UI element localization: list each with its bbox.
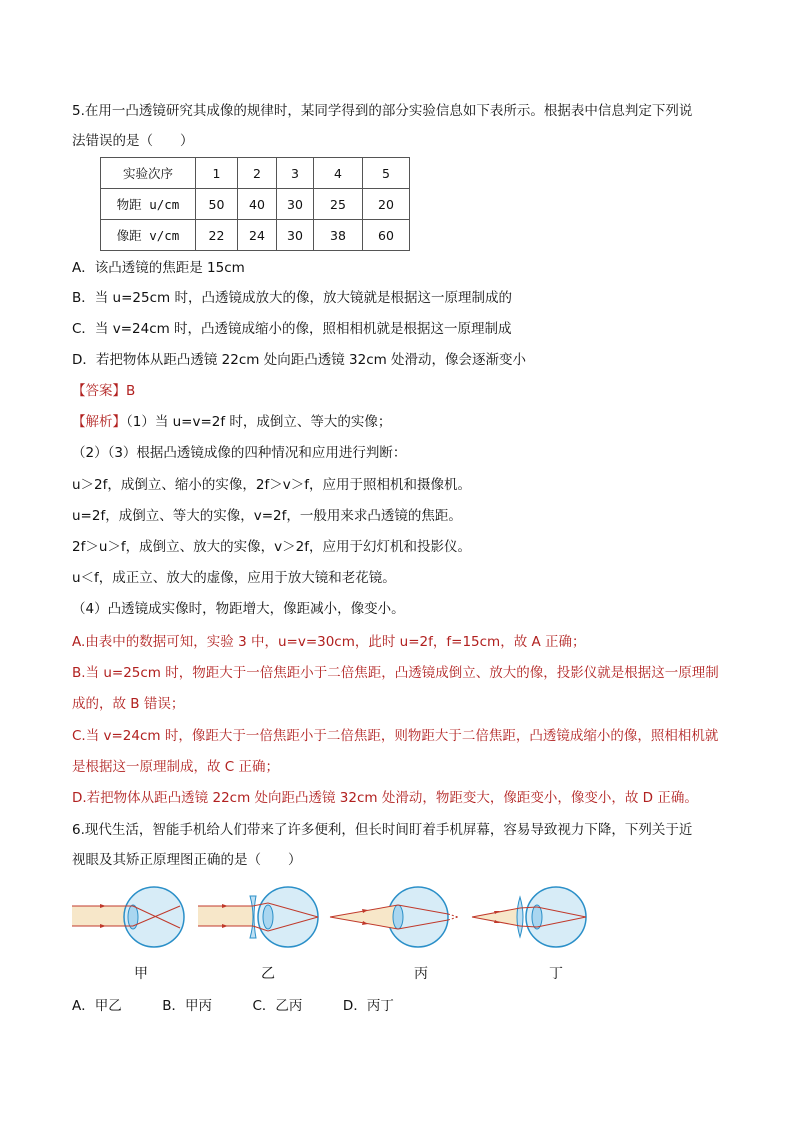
table-cell: 5 <box>363 158 410 189</box>
table-cell: 2 <box>238 158 277 189</box>
analysis-text: （1）当 u=v=2f 时，成倒立、等大的实像； <box>126 414 392 430</box>
diagram-label-bing: 丙 <box>414 966 428 982</box>
table-row <box>101 220 410 251</box>
table-cell: 40 <box>238 189 277 220</box>
q5-analysis-line <box>72 412 391 432</box>
table-cell: 50 <box>196 189 238 220</box>
table-cell: 25 <box>314 189 363 220</box>
q5-answer: 【答案】B <box>72 383 136 399</box>
q5-analysis-line: （2）（3）根据凸透镜成像的四种情况和应用进行判断： <box>72 445 407 461</box>
q5-analysis-line: （4）凸透镜成实像时，物距增大，像距减小，像变小。 <box>72 601 405 617</box>
q5-analysis-line: u＞2f，成倒立、缩小的实像，2f＞v＞f，应用于照相机和摄像机。 <box>72 477 471 493</box>
table-cell: 22 <box>196 220 238 251</box>
diagram-label-yi: 乙 <box>261 966 275 982</box>
table-cell: 4 <box>314 158 363 189</box>
q5-option-a: A．该凸透镜的焦距是 15cm <box>72 260 245 276</box>
table-cell: 3 <box>277 158 314 189</box>
q6-stem-line2: 视眼及其矫正原理图正确的是（ ） <box>72 852 302 868</box>
diagram-label-jia: 甲 <box>134 966 148 982</box>
eye-diagram-jia <box>70 884 190 954</box>
table-cell: 20 <box>363 189 410 220</box>
q5-option-b: B．当 u=25cm 时，凸透镜成放大的像，放大镜就是根据这一原理制成的 <box>72 290 512 306</box>
analysis-tag: 【解析】 <box>72 414 126 430</box>
eye-diagram-yi <box>196 884 326 954</box>
q5-explain-line: B.当 u=25cm 时，物距大于一倍焦距小于二倍焦距，凸透镜成倒立、放大的像，投影仪就是根据这一原理制 <box>72 665 719 681</box>
table-row <box>101 158 410 189</box>
diagram-label-ding: 丁 <box>549 966 563 982</box>
table-cell: 24 <box>238 220 277 251</box>
table-cell: 1 <box>196 158 238 189</box>
q6-options: A．甲乙 B．甲丙 C．乙丙 D．丙丁 <box>72 998 394 1014</box>
eye-diagram-bing <box>326 884 460 954</box>
table-cell: 像距 v/cm <box>101 220 196 251</box>
table-cell: 60 <box>363 220 410 251</box>
q5-analysis-line: 2f＞u＞f，成倒立、放大的实像，v＞2f，应用于幻灯机和投影仪。 <box>72 539 471 555</box>
table-cell: 30 <box>277 189 314 220</box>
q5-explain-line: A.由表中的数据可知，实验 3 中，u=v=30cm，此时 u=2f，f=15cm，故 A 正确； <box>72 634 586 650</box>
q5-stem-line1: 5.在用一凸透镜研究其成像的规律时，某同学得到的部分实验信息如下表所示。根据表中信息判定下列说 <box>72 103 693 119</box>
q5-explain-line: D.若把物体从距凸透镜 22cm 处向距凸透镜 32cm 处滑动，物距变大，像距变小，像变小，故 D 正确。 <box>72 790 698 806</box>
table-row <box>101 189 410 220</box>
experiment-table <box>100 157 410 251</box>
q5-analysis-line: u＜f，成正立、放大的虚像，应用于放大镜和老花镜。 <box>72 570 396 586</box>
table-cell: 38 <box>314 220 363 251</box>
eye-diagram-ding <box>468 884 592 954</box>
q5-option-d: D．若把物体从距凸透镜 22cm 处向距凸透镜 32cm 处滑动，像会逐渐变小 <box>72 352 527 368</box>
table-cell: 物距 u/cm <box>101 189 196 220</box>
q5-option-c: C．当 v=24cm 时，凸透镜成缩小的像，照相相机就是根据这一原理制成 <box>72 321 512 337</box>
q5-analysis-line: u=2f，成倒立、等大的实像，v=2f，一般用来求凸透镜的焦距。 <box>72 508 462 524</box>
q5-stem-line2: 法错误的是（ ） <box>72 133 194 149</box>
table-cell: 30 <box>277 220 314 251</box>
q5-explain-line: 是根据这一原理制成，故 C 正确； <box>72 759 280 775</box>
table-cell: 实验次序 <box>101 158 196 189</box>
q5-explain-line: C.当 v=24cm 时，像距大于一倍焦距小于二倍焦距，则物距大于二倍焦距，凸透镜成缩小的像，照相相机就 <box>72 728 719 744</box>
q5-explain-line: 成的，故 B 错误； <box>72 696 185 712</box>
q6-stem-line1: 6.现代生活，智能手机给人们带来了许多便利，但长时间盯着手机屏幕，容易导致视力下降，下列关于近 <box>72 822 693 838</box>
